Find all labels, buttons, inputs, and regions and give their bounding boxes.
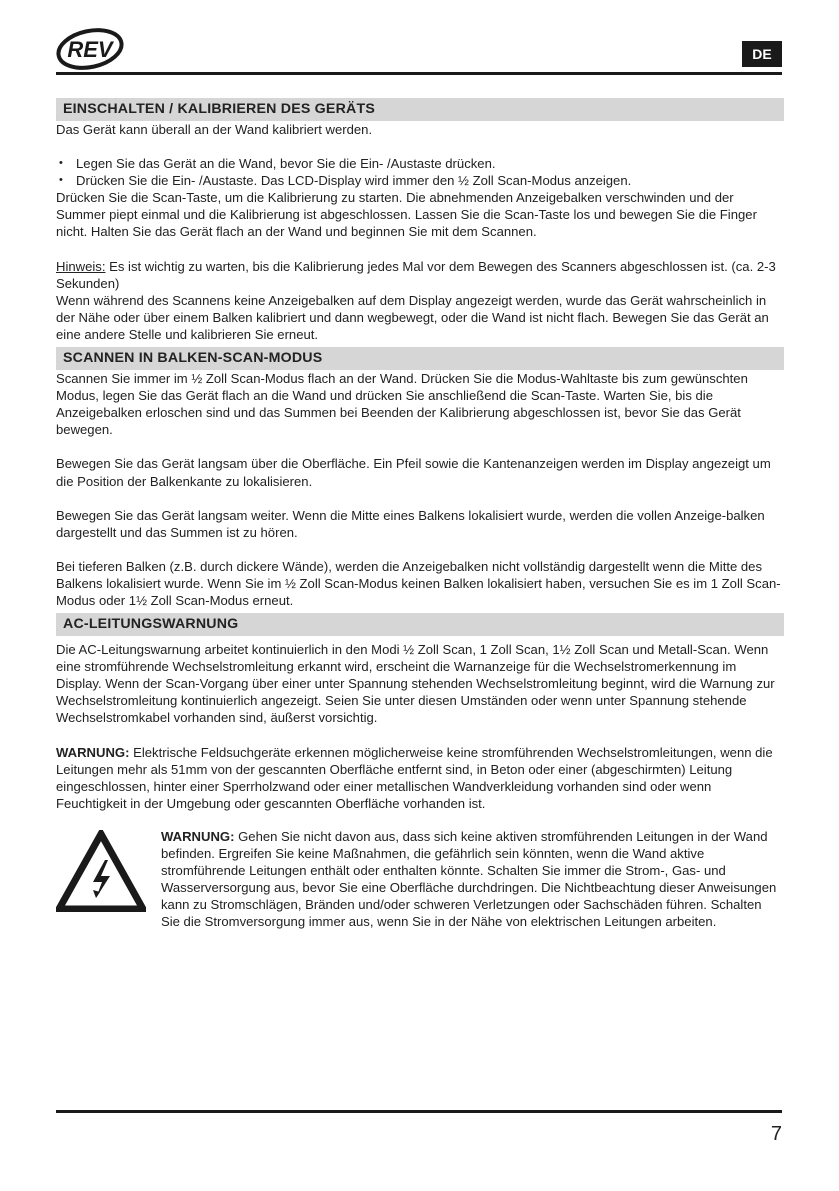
calibration-paragraph: Drücken Sie die Scan-Taste, um die Kalibrierung zu starten. Die abnehmenden Anzeigebalken verschwinden und der Summer piept einmal und die Kalibrierung ist abgeschlossen. Lassen Sie die Scan-Taste los und bewegen Sie die Finger nicht. Halten Sie das Gerät flach an der Wand und beginnen Sie mit dem Scannen.	[56, 190, 757, 240]
note-label: Hinweis:	[56, 258, 106, 274]
calibration-paragraph-2: Wenn während des Scannens keine Anzeigebalken auf dem Display angezeigt werden, wurde das Gerät wahrscheinlich in der Nähe oder über einem Balken kalibriert und dann wegbewegt, oder die Wand ist nicht flach. Bewegen Sie das Gerät an eine andere Stelle und kalibrieren Sie erneut.	[56, 292, 769, 342]
section-heading-calibration: EINSCHALTEN / KALIBRIEREN DES GERÄTS	[56, 98, 784, 121]
ac-paragraph: Die AC-Leitungswarnung arbeitet kontinuierlich in den Modi ½ Zoll Scan, 1 Zoll Scan, 1½ Zoll Scan und Metall-Scan. Wenn eine stromführende Wechselstromleitung erkannt wird, erscheint die Warnanzeige für die Wechselstromerkennung im Display. Wenn der Scan-Vorgang über einer unter Spannung stehenden Wechselstromleitung beginnt, wird die Warnung zur Wechselstromleitung kontinuierlich angezeigt. Seien Sie unter diesen Umständen oder wenn unter Spannung stehende Wechselstromkabel vorhanden sind, äußerst vorsichtig.	[56, 642, 775, 726]
rev-logo	[55, 28, 125, 70]
list-item: • Legen Sie das Gerät an die Wand, bevor Sie die Ein- /Austaste drücken.	[56, 155, 784, 172]
warning-text: Elektrische Feldsuchgeräte erkennen möglicherweise keine stromführenden Wechselstromleitungen, wenn die Leitungen mehr als 51mm von der gescannten Oberfläche entfernt sind, in Beton oder einer (abgeschirmten) Leitung eingeschlossen, hinter einer Sperrholzwand oder einer metallischen Wandverkleidung vorhanden sind oder wenn Feuchtigkeit in der Umgebung oder gescannten Oberfläche vorhanden ist.	[56, 744, 773, 811]
scan-paragraph: Scannen Sie immer im ½ Zoll Scan-Modus flach an der Wand. Drücken Sie die Modus-Wahltaste bis zum gewünschten Modus, legen Sie das Gerät flach an die Wand und drücken Sie anschließend die Scan-Taste. Warten Sie, bis die Anzeigebalken erloschen sind und das Summen bei Beenden der Kalibrierung abgeschlossen ist, bevor Sie das Gerät bewegen.	[56, 371, 748, 438]
warning-text: Gehen Sie nicht davon aus, dass sich keine aktiven stromführenden Leitungen in der Wand befinden. Ergreifen Sie keine Maßnahmen, die gefährlich sein könnten, wenn die Wand aktive stromführende Leitungen enthält oder enthalten könnte. Schalten Sie immer die Strom-, Gas- und Wasserversorgung aus, bevor Sie eine Oberfläche durchdringen. Die Nichtbeachtung dieser Anweisungen kann zu Stromschlägen, Bränden und/oder schweren Verletzungen oder Sachschäden führen. Schalten Sie die Stromversorgung immer aus, wenn Sie in der Nähe von elektrischen Leitungen arbeiten.	[161, 828, 777, 930]
calibration-note	[56, 258, 784, 292]
note-text: Es ist wichtig zu warten, bis die Kalibrierung jedes Mal vor dem Bewegen des Scanners abgeschlossen ist. (ca. 2-3 Sekunden)	[56, 258, 776, 291]
calibration-bullets	[56, 155, 784, 189]
page-number: 7	[770, 1123, 782, 1145]
warning-block	[56, 828, 784, 931]
footer-rule	[56, 1110, 782, 1113]
calibration-intro: Das Gerät kann überall an der Wand kalibriert werden.	[56, 122, 373, 137]
high-voltage-warning-icon	[56, 830, 146, 912]
warning-paragraph-2	[161, 828, 784, 931]
warning-paragraph-1	[56, 744, 784, 812]
language-badge: DE	[742, 41, 782, 67]
section-heading-scanning: SCANNEN IN BALKEN-SCAN-MODUS	[56, 347, 784, 370]
logo-text: REV	[67, 37, 113, 62]
scan-paragraph: Bei tieferen Balken (z.B. durch dickere Wände), werden die Anzeigebalken nicht vollständig dargestellt wenn die Mitte des Balkens lokalisiert wurde. Wenn Sie im ½ Zoll Scan-Modus keinen Balken lokalisiert haben, versuchen Sie es im 1 Zoll Scan-Modus oder 1½ Zoll Scan-Modus erneut.	[56, 558, 781, 608]
section-heading-ac-warning: AC-LEITUNGSWARNUNG	[56, 613, 784, 636]
header-rule	[56, 72, 782, 75]
list-item: • Drücken Sie die Ein- /Austaste. Das LCD-Display wird immer den ½ Zoll Scan-Modus anzeigen.	[56, 172, 784, 189]
scan-paragraph: Bewegen Sie das Gerät langsam weiter. Wenn die Mitte eines Balkens lokalisiert wurde, werden die vollen Anzeige-balken dargestellt und das Summen ist zu hören.	[56, 507, 765, 540]
warning-label: WARNUNG:	[161, 828, 235, 844]
warning-label: WARNUNG:	[56, 744, 130, 760]
main-content	[56, 98, 784, 930]
scan-paragraph: Bewegen Sie das Gerät langsam über die Oberfläche. Ein Pfeil sowie die Kantenanzeigen werden im Display angezeigt um die Position der Balkenkante zu lokalisieren.	[56, 456, 771, 489]
